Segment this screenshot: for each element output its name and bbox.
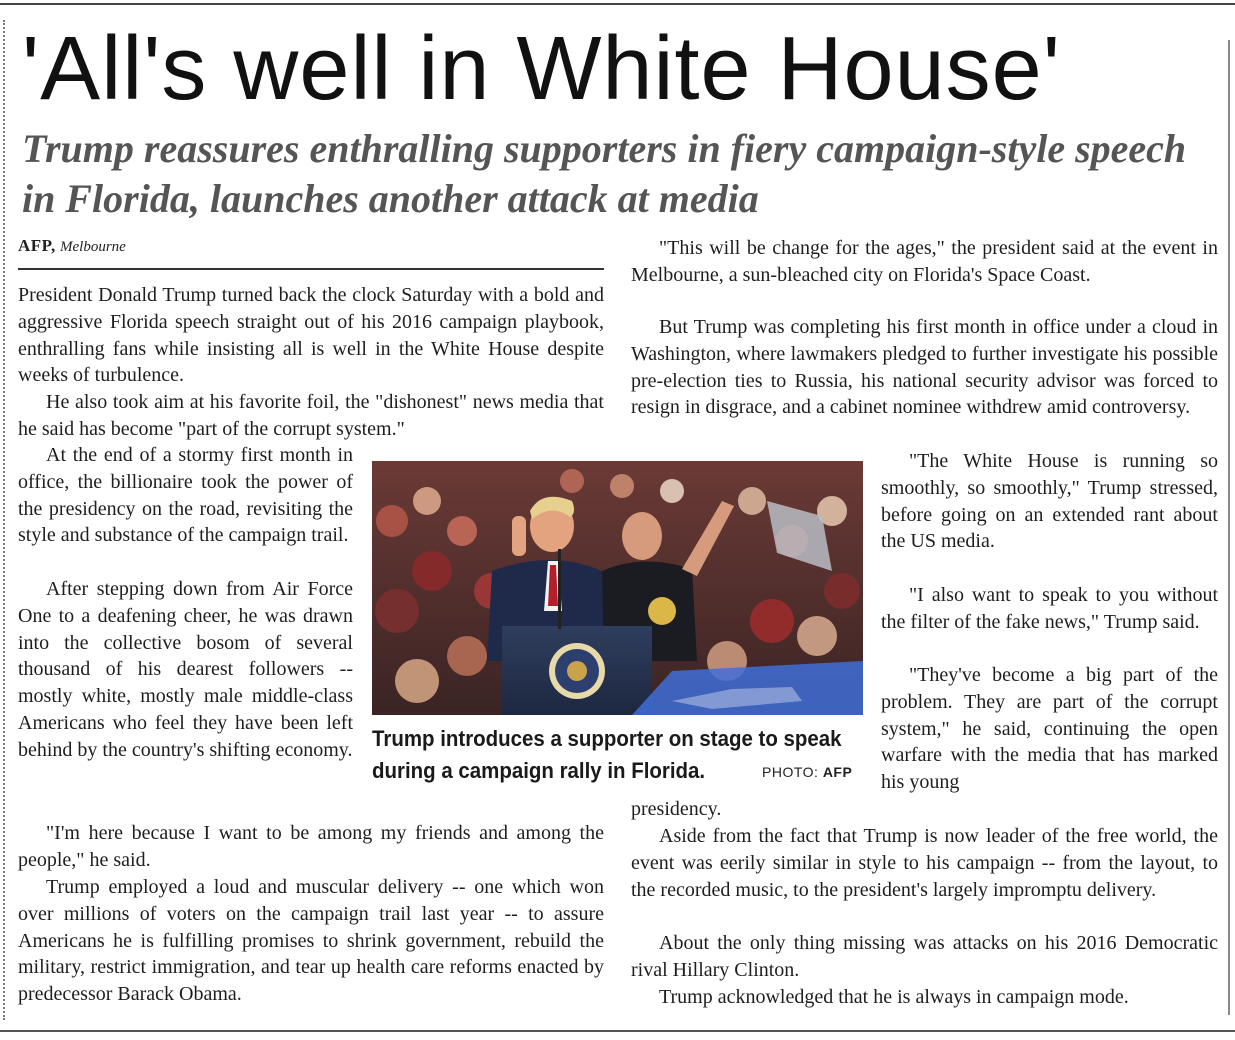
left-paragraph-3: At the end of a stormy first month in office, the billionaire took the power of the presidency on the road, revisiting the style and substance of the campaign trail. [18, 444, 353, 547]
right-paragraph-6: Aside from the fact that Trump is now leader of the free world, the event was eerily similar in style to his campaign -- from the layout, to the recorded music, to the president's largely impromptu delivery. [631, 825, 1218, 901]
right-paragraph-3: "The White House is running so smoothly, so smoothly," Trump stressed, before going on an extended rant about the US media. [881, 450, 1218, 553]
right-paragraph-7: About the only thing missing was attacks on his 2016 Democratic rival Hillary Clinton. [631, 932, 1218, 981]
bottom-rule [0, 1030, 1235, 1032]
right-paragraph-4: "I also want to speak to you without the filter of the fake news," Trump said. [881, 584, 1218, 633]
byline-agency: AFP, [18, 236, 56, 255]
rally-photo-illustration [372, 461, 863, 715]
byline-place: Melbourne [60, 239, 126, 255]
right-paragraph-5: "They've become a big part of the problem. They are part of the corrupt system," he said, continuing the open warfare with the media that has marked his young [881, 664, 1218, 794]
deck-subheadline: Trump reassures enthralling supporters in fiery campaign-style speech in Florida, launches another attack at media [22, 126, 1187, 221]
left-dotted-border [3, 20, 5, 1020]
left-paragraph-6: Trump employed a loud and muscular delivery -- one which won over millions of voters on the campaign trail last year -- to assure Americans he is fulfilling promises to shrink government, rebuild the military, restrict immigration, and tear up health care reforms enacted by predecessor Barack Obama. [18, 876, 604, 1006]
photo-credit-prefix: PHOTO: [762, 764, 819, 780]
right-column-rule [1228, 40, 1230, 1015]
headline: 'All's well in White House' [22, 19, 1061, 119]
photo-credit [762, 764, 852, 780]
top-rule [0, 3, 1235, 5]
left-paragraph-4: After stepping down from Air Force One to a deafening cheer, he was drawn into the collective bosom of several thousand of his dearest followers -- mostly white, mostly male middle-class Americans who feel they have been left behind by the country's shifting economy. [18, 578, 353, 761]
rally-photo [372, 461, 863, 715]
right-paragraph-8: Trump acknowledged that he is always in campaign mode. [659, 986, 1129, 1008]
left-paragraph-2: He also took aim at his favorite foil, the "dishonest" news media that he said has become "part of the corrupt system." [18, 391, 604, 440]
left-paragraph-5: "I'm here because I want to be among my friends and among the people," he said. [18, 822, 604, 871]
photo-credit-agency: AFP [822, 764, 853, 780]
photo-caption-line-2: during a campaign rally in Florida. [372, 758, 706, 783]
right-paragraph-2: But Trump was completing his first month in office under a cloud in Washington, where lawmakers pledged to further investigate his possible pre-election ties to Russia, his national security advisor was forced to resign in disgrace, and a cabinet nominee withdrew amid controversy. [631, 316, 1218, 419]
left-paragraph-1: President Donald Trump turned back the clock Saturday with a bold and aggressive Florida speech straight out of his 2016 campaign playbook, enthralling fans while insisting all is well in the White House despite weeks of turbulence. [18, 284, 604, 387]
photo-caption-line-1: Trump introduces a supporter on stage to speak [372, 726, 842, 751]
right-paragraph-1: "This will be change for the ages," the president said at the event in Melbourne, a sun-bleached city on Florida's Space Coast. [631, 237, 1218, 286]
byline [18, 236, 126, 256]
right-paragraph-5-continued: presidency. [631, 798, 722, 820]
byline-rule [18, 268, 604, 270]
